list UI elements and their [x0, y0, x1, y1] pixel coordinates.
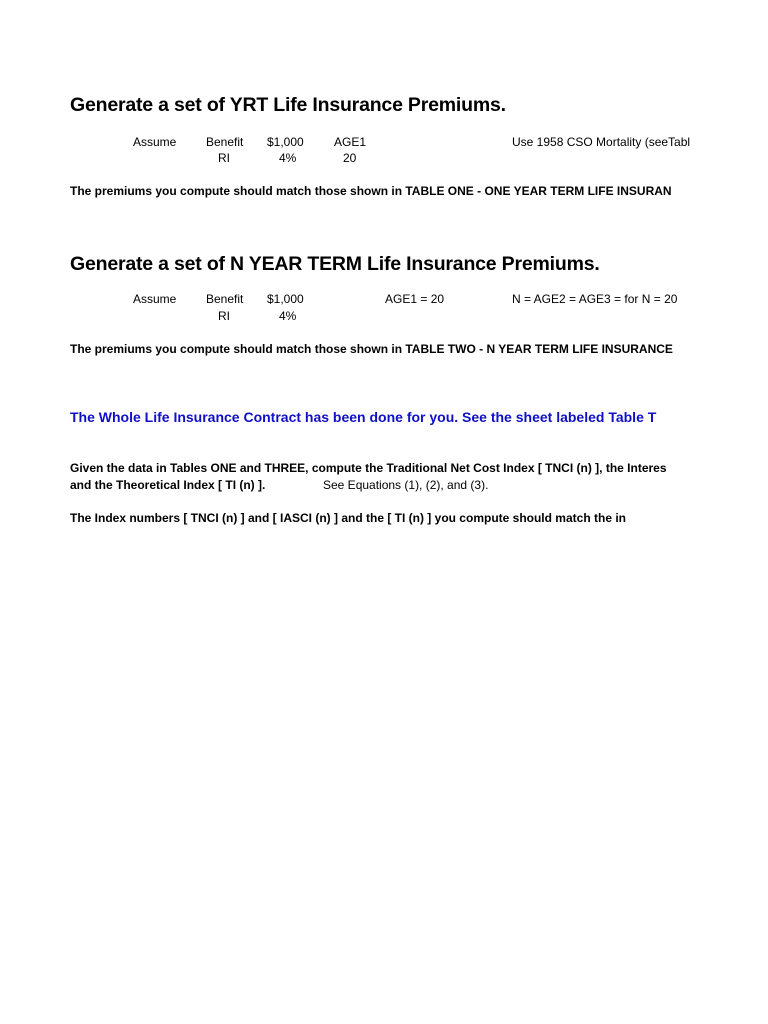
yrt-mortality-note: Use 1958 CSO Mortality (seeTabl: [512, 135, 691, 149]
yrt-benefit-value: $1,000: [267, 135, 304, 149]
nyear-title: Generate a set of N YEAR TERM Life Insurance Premiums.: [70, 253, 600, 275]
whole-life-note: The Whole Life Insurance Contract has been done for you. See the sheet labeled Table T: [70, 409, 657, 425]
yrt-assume-label: Assume: [133, 135, 177, 149]
equations-reference: See Equations (1), (2), and (3).: [323, 478, 489, 492]
nyear-n-text: N = AGE2 = AGE3 = for N = 20: [512, 292, 678, 306]
nyear-benefit-value: $1,000: [267, 292, 304, 306]
yrt-match-note: The premiums you compute should match those shown in TABLE ONE - ONE YEAR TERM LIFE INSURAN: [70, 184, 672, 198]
yrt-benefit-label: Benefit: [206, 135, 244, 149]
yrt-age-label: AGE1: [334, 135, 367, 149]
nyear-ri-value: 4%: [279, 309, 297, 323]
nyear-match-note: The premiums you compute should match those shown in TABLE TWO - N YEAR TERM LIFE INSURANCE: [70, 342, 673, 356]
yrt-ri-value: 4%: [279, 151, 297, 165]
index-numbers-line: The Index numbers [ TNCI (n) ] and [ IASCI (n) ] and the [ TI (n) ] you compute should match the in: [70, 511, 626, 525]
yrt-ri-label: RI: [218, 151, 230, 165]
given-data-line: Given the data in Tables ONE and THREE, compute the Traditional Net Cost Index [ TNCI (n) ], the Interes: [70, 461, 667, 475]
nyear-age-text: AGE1 = 20: [385, 292, 445, 306]
yrt-title: Generate a set of YRT Life Insurance Premiums.: [70, 94, 506, 116]
yrt-age-value: 20: [343, 151, 357, 165]
nyear-ri-label: RI: [218, 309, 230, 323]
nyear-assume-label: Assume: [133, 292, 177, 306]
theoretical-index-line: and the Theoretical Index [ TI (n) ].: [70, 478, 266, 492]
nyear-benefit-label: Benefit: [206, 292, 244, 306]
